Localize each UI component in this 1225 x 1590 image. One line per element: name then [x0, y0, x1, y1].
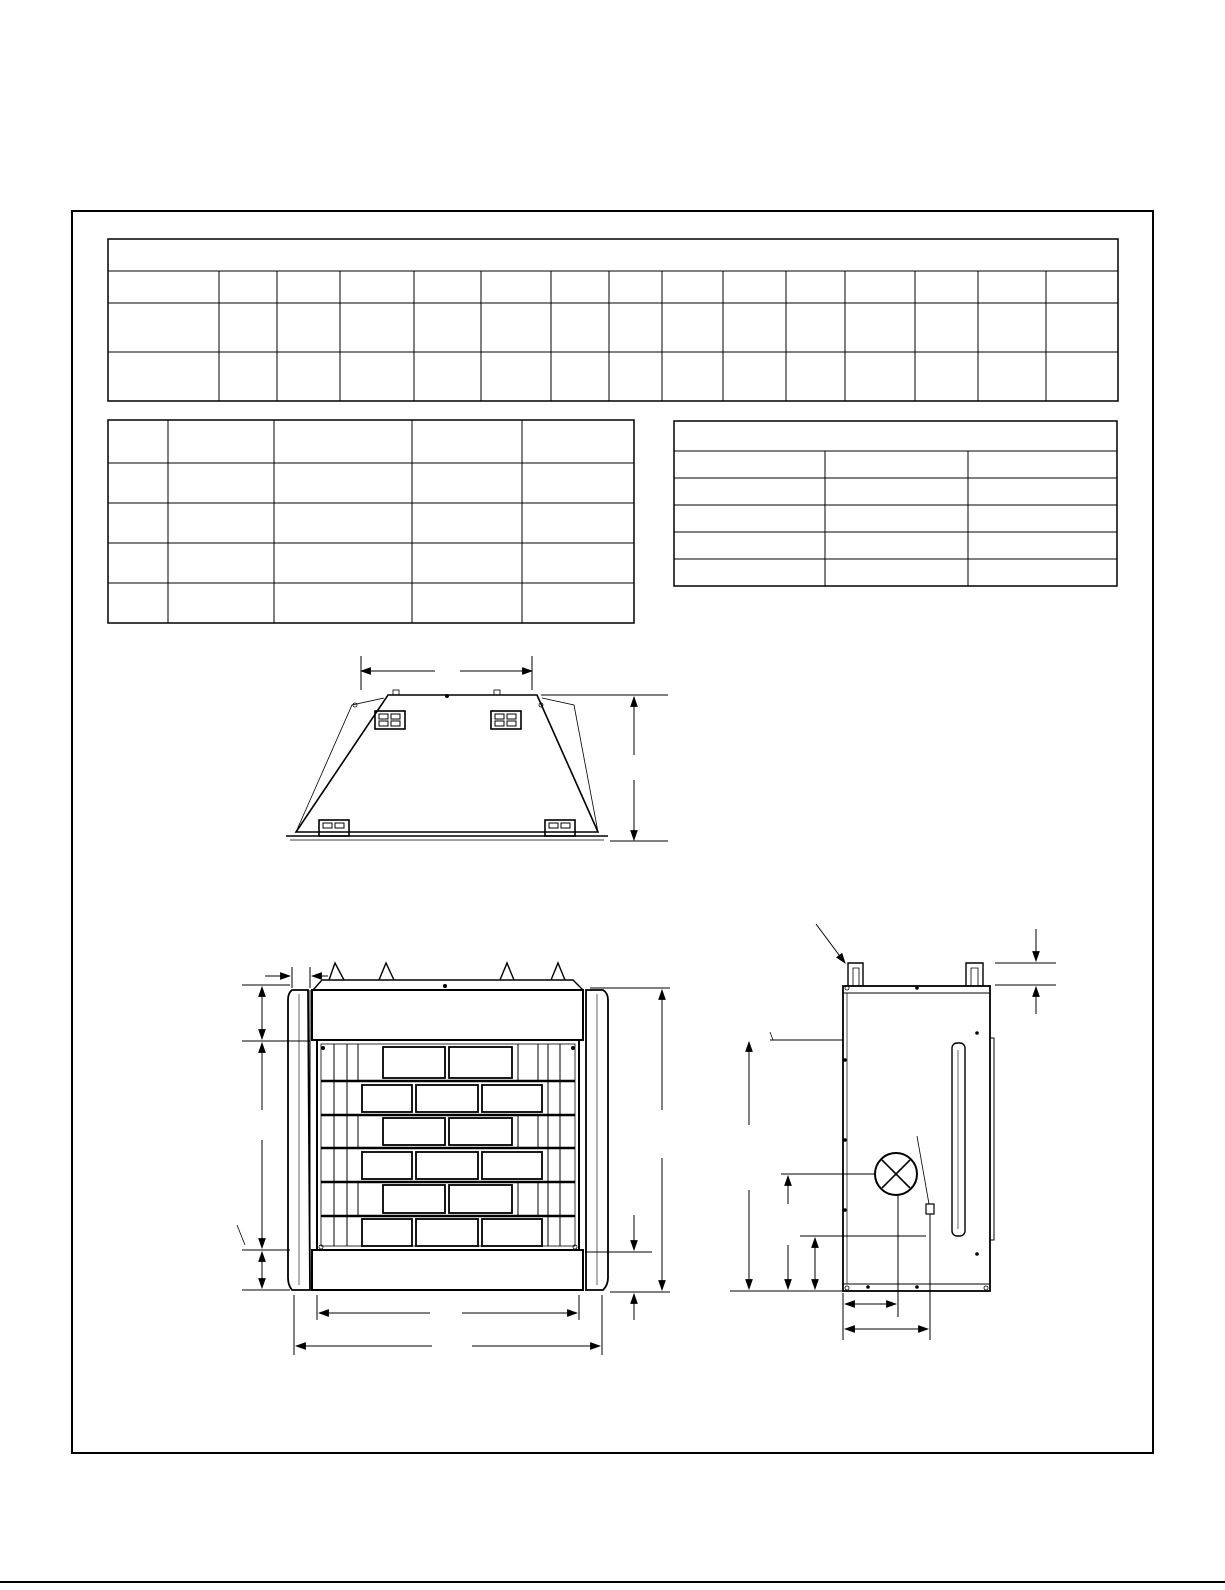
- left-table: [108, 420, 634, 623]
- front-view-drawing: [237, 963, 670, 1355]
- side-view-drawing: [730, 924, 1056, 1340]
- bottom-rule: [0, 1581, 1225, 1583]
- top-view-drawing: [286, 656, 668, 841]
- main-dimension-table: [108, 239, 1118, 401]
- right-table: [674, 421, 1117, 586]
